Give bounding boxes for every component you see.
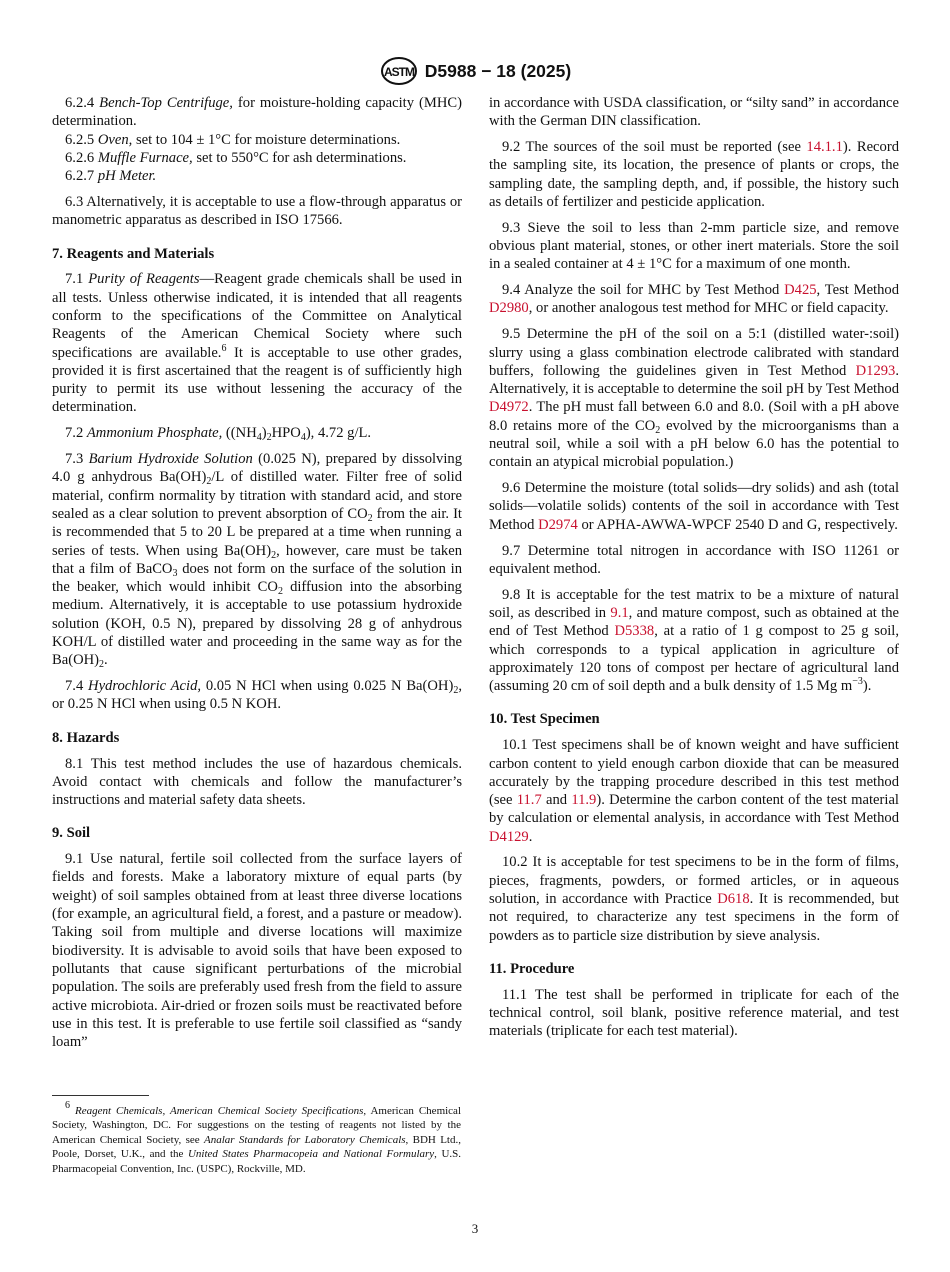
text-run: 6.2.6 [65, 149, 98, 166]
text-run: 10. Test Specimen [489, 711, 600, 728]
document-designation: D5988 − 18 (2025) [424, 60, 572, 81]
subscript: 4 [300, 432, 306, 444]
italic-run: Barium Hydroxide Solution [88, 451, 253, 468]
reference-link[interactable]: 11.7 [516, 792, 542, 809]
subscript: 3 [172, 567, 178, 579]
subscript: 2 [206, 476, 212, 488]
text-run: ((NH [222, 425, 257, 442]
italic-run: Bench-Top Centrifuge, [99, 95, 233, 111]
paragraph [52, 677, 462, 714]
text-run: . [104, 652, 108, 669]
text-run: 6.2.5 [65, 131, 98, 148]
text-run: ). Determine the carbon content of the test material by calculation or elemental analysis, in accordance with Test Method [489, 792, 899, 827]
text-run: HPO [271, 425, 301, 442]
reference-link[interactable]: 14.1.1 [806, 139, 843, 156]
text-run: , however, care must be taken that a film of BaCO [52, 542, 462, 577]
reference-link[interactable]: 11.9 [571, 792, 597, 809]
text-run: , BDH Ltd., Poole, Dorset, U.K., and the [52, 1133, 461, 1161]
text-run: from the air. It is recommended that 5 to 20 L be prepared at a time when running a series of tests. When using Ba(OH) [52, 505, 462, 559]
italic-run: Reagent Chemicals, American Chemical Society Specifications [70, 1105, 364, 1117]
text-run: , American Chemical Society, Washington, DC. For suggestions on the testing of reagents not listed by the American Chemical Society, see [52, 1105, 461, 1146]
paragraph [52, 193, 462, 230]
text-run: set to 104 ± 1°C for moisture determinations. [132, 131, 401, 148]
paragraph [489, 853, 899, 944]
text-run: ). Record the sampling site, its location, the presence of plants or crops, the sampling date, the sampling depth, and, if possible, the history such as details of fertilizer and pesticide application. [489, 139, 899, 210]
text-run: , U.S. Pharmacopeial Convention, Inc. (USPC), Rockville, MD. [52, 1148, 462, 1175]
text-run: . Alternatively, it is acceptable to determine the soil pH by Test Method [489, 362, 899, 398]
text-run: , and mature compost, such as obtained at the end of Test Method [489, 604, 899, 640]
text-run: diffusion into the absorbing medium. Alternatively, it is acceptable to use potassium hydroxide solution (KOH, 0.5 N), prepared by dissolving 28 g of anhydrous KOH/L of distilled water and proceeding in the same way as for the Ba(OH) [52, 579, 462, 669]
reference-link[interactable]: D4972 [489, 399, 529, 416]
text-run: 9.4 Analyze the soil for MHC by Test Method [502, 282, 785, 299]
text-run: 9.5 Determine the pH of the soil on a 5:1 (distilled water-:soil) slurry using a glass combination electrode calibrated with standard buffers, following the guidelines given in Test Method [489, 326, 899, 379]
subscript: 2 [453, 685, 459, 697]
text-run: and [541, 792, 572, 809]
section-heading [489, 960, 899, 978]
subscript: 2 [271, 549, 277, 561]
right-column [489, 94, 899, 1041]
text-run: ) [261, 425, 267, 442]
left-column [52, 94, 462, 1051]
text-run: 8.1 This test method includes the use of hazardous chemicals. Avoid contact with chemicals and follow the manufacturer’s instructions and material safety data sheets. [52, 755, 462, 809]
page-number: 3 [471, 1221, 479, 1236]
italic-run: pH Meter. [97, 168, 157, 185]
text-run: —Reagent grade chemicals shall be used in all tests. Unless otherwise indicated, it is intended that all reagents conform to the specifications of the Committee on Analytical Reagents of the American Chemical Society where such specifications are available. [52, 271, 463, 361]
italic-run: Hydrochloric Acid, [88, 678, 202, 695]
section-heading [489, 710, 899, 728]
paragraph [489, 94, 899, 131]
section-heading [52, 824, 462, 842]
text-run: /L of distilled water. Filter free of solid material, confirm normality by titration with standard acid, and store sealed as a clear solution to prevent absorption of CO [52, 469, 463, 522]
text-run: . [528, 828, 533, 845]
paragraph [52, 167, 462, 185]
text-run: , or 0.25 N HCl when using 0.5 N KOH. [52, 678, 462, 713]
paragraph [52, 755, 462, 810]
italic-run: Ammonium Phosphate, [86, 425, 223, 442]
astm-logo-icon [379, 56, 419, 86]
paragraph [489, 586, 899, 696]
paragraph [52, 424, 462, 442]
text-run: 7.2 [65, 425, 87, 442]
paragraph [489, 542, 899, 579]
italic-run: United States Pharmacopeia and National Formulary [187, 1148, 435, 1161]
paragraph [52, 270, 462, 416]
paragraph [52, 131, 462, 149]
text-run: evolved by the microorganisms than a neutral soil, while a soil with a pH below 6.0 has the potential to contain an atypical microbial population.) [489, 417, 899, 471]
text-run: 9. Soil [52, 825, 91, 842]
paragraph [489, 219, 899, 274]
text-run: 6.2.7 [65, 168, 98, 185]
text-run: or APHA-AWWA-WPCF 2540 D and G, respectively. [577, 516, 898, 533]
italic-run: Purity of Reagents [88, 271, 200, 288]
text-run: 11.1 The test shall be performed in triplicate for each of the technical control, soil blank, positive reference material, and test materials (triplicate for each test material). [489, 986, 899, 1040]
paragraph [489, 986, 899, 1041]
paragraph [52, 450, 462, 670]
superscript: −3 [852, 676, 863, 688]
section-heading [52, 245, 462, 263]
text-run: 7.1 [65, 271, 89, 288]
text-run: . It is recommended, but not required, to characterize any test specimens in the form of powders as to particle size distribution by sieve analysis. [489, 891, 899, 944]
text-run: 7.4 [65, 678, 89, 695]
text-run: 9.2 The sources of the soil must be reported (see [502, 139, 807, 156]
text-run: for moisture-holding capacity (MHC) determination. [52, 95, 462, 130]
page-header [0, 56, 950, 86]
text-run: 7.3 [65, 451, 89, 468]
text-run: 6.3 Alternatively, it is acceptable to use a flow-through apparatus or manometric apparatus as described in ISO 17566. [52, 193, 462, 229]
italic-run: Muffle Furnace, [97, 149, 193, 166]
text-run: 11. Procedure [489, 960, 575, 977]
subscript: 4 [256, 432, 262, 444]
subscript: 2 [367, 512, 373, 524]
text-run: 9.3 Sieve the soil to less than 2-mm particle size, and remove obvious plant material, stones, or other inert materials. Store the soil in a sealed container at 4 ± 1°C for a maximum of one month. [489, 219, 899, 273]
text-run: 9.8 It is acceptable for the test matrix to be a mixture of natural soil, as described in [489, 586, 899, 621]
subscript: 2 [655, 424, 661, 436]
footnote-divider [52, 1095, 149, 1096]
paragraph [52, 94, 462, 131]
text-run: ). [862, 678, 872, 695]
reference-link[interactable]: 9.1 [610, 604, 629, 621]
text-run: 9.1 Use natural, fertile soil collected from the surface layers of fields and forests. Make a laboratory mixture of equal parts (by weight) of soil samples obtained from at least three diverse locations (for example, an agricultural field, a forest, and a pasture or meadow). Taking soil from multiple and diverse locations will maximize biodiversity. It is advisable to avoid soils that have been exposed to pollutants that cause significant perturbations of the microbial population. The soils are preferably used fresh from the field to assure active microbiota. Air-dried or frozen soils must be reactivated before use in this test. It is preferable to use fertile soil classified as “sandy loam” [52, 851, 462, 1051]
paragraph [489, 479, 899, 534]
text-run: (0.025 N), prepared by dissolving 4.0 g anhydrous Ba(OH) [52, 451, 462, 486]
subscript: 2 [266, 432, 272, 444]
text-run: 8. Hazards [52, 729, 120, 746]
reference-link[interactable]: D425 [784, 282, 817, 299]
text-run: It is acceptable to use other grades, provided it is first ascertained that the reagent is of sufficiently high purity to permit its use without lessening the accuracy of the determination. [52, 344, 462, 416]
text-run: ), 4.72 g/L. [305, 425, 372, 442]
paragraph [489, 736, 899, 846]
text-run: , or another analogous test method for MHC or field capacity. [528, 300, 889, 317]
paragraph [489, 281, 899, 318]
text-run: , at a ratio of 1 g compost to 25 g soil, which corresponds to a typical application in agriculture of approximately 120 tons of compost per hectare of agricultural land (assuming 20 cm of soil depth and a bulk density of 1.5 Mg m [489, 623, 899, 695]
text-run: 9.7 Determine total nitrogen in accordance with ISO 11261 or equivalent method. [489, 542, 899, 577]
paragraph [52, 850, 462, 1051]
subscript: 2 [99, 659, 105, 671]
text-run: in accordance with USDA classification, or “silty sand” in accordance with the German DIN classification. [489, 95, 899, 130]
superscript: 6 [65, 1100, 70, 1111]
reference-link[interactable]: D2974 [538, 516, 578, 533]
paragraph [489, 325, 899, 471]
text-run: does not form on the surface of the solution in the beaker, which would inhibit CO [52, 560, 462, 596]
text-run: 6.2.4 [65, 95, 100, 111]
reference-link[interactable]: D2980 [489, 300, 529, 317]
text-run: . The pH must fall between 6.0 and 8.0. (Soil with a pH above 8.0 retains more of the CO [489, 399, 899, 434]
text-run: , Test Method [816, 282, 899, 299]
subscript: 2 [277, 586, 283, 598]
reference-link[interactable]: D4129 [489, 828, 529, 845]
superscript: 6 [221, 342, 227, 354]
text-run: 9.6 Determine the moisture (total solids—dry solids) and ash (total solids—volatile solids) contents of the soil in accordance with Test Method [489, 480, 899, 533]
reference-link[interactable]: D1293 [855, 362, 896, 379]
italic-run: Oven, [97, 131, 133, 148]
text-run: 0.05 N HCl when using 0.025 N Ba(OH) [201, 678, 454, 695]
svg-text:ASTM: ASTM [383, 65, 414, 79]
text-run: 10.1 Test specimens shall be of known weight and have sufficient carbon content to yield enough carbon dioxide that can be measured accurately by the trapping procedure described in this test method (see [489, 737, 899, 809]
reference-link[interactable]: D5338 [614, 623, 655, 640]
text-run: 10.2 It is acceptable for test specimens to be in the form of films, pieces, fragments, powders, or formed articles, or in aqueous solution, in accordance with Practice [489, 854, 899, 908]
section-heading [52, 729, 462, 747]
text-run: 7. Reagents and Materials [52, 245, 215, 262]
text-run: set to 550°C for ash determinations. [192, 149, 407, 166]
italic-run: Analar Standards for Laboratory Chemicals [203, 1133, 406, 1146]
paragraph [489, 138, 899, 211]
reference-link[interactable]: D618 [717, 891, 750, 908]
paragraph [52, 149, 462, 167]
footnote-6 [52, 1100, 462, 1176]
